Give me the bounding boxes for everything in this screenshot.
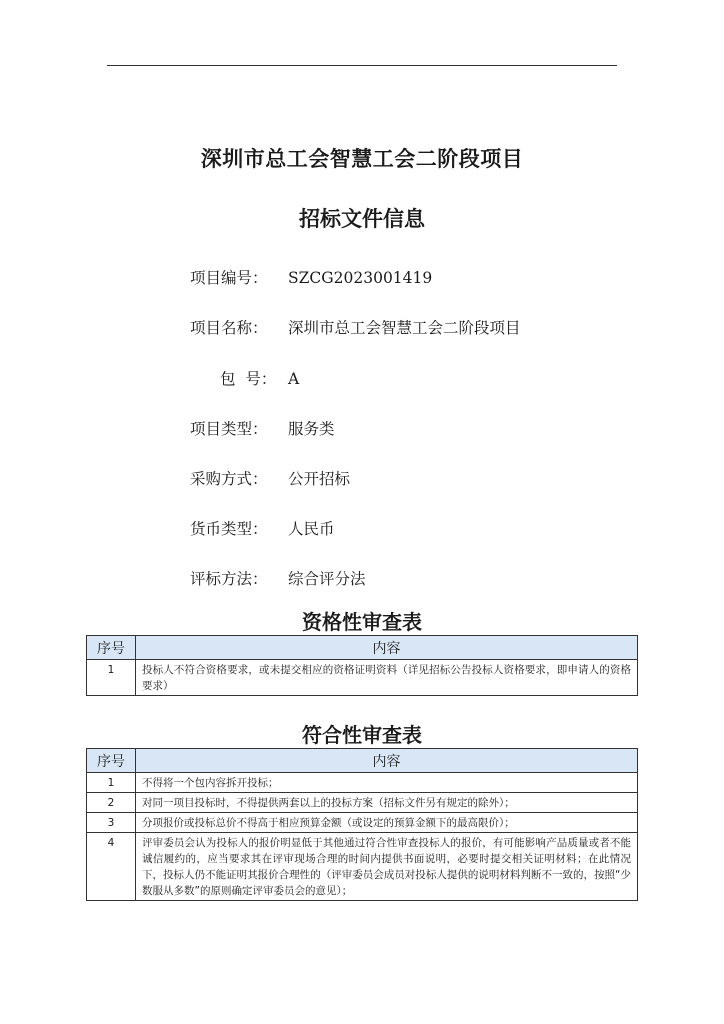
row-number: 3	[87, 813, 136, 833]
column-header-content: 内容	[136, 749, 638, 773]
table-header-row	[87, 636, 638, 660]
qualification-review-table	[86, 635, 638, 696]
table-row	[87, 813, 638, 833]
row-content: 评审委员会认为投标人的报价明显低于其他通过符合性审查投标人的报价，有可能影响产品质量或者不能诚信履约的，应当要求其在评审现场合理的时间内提供书面说明，必要时提交相关证明材料；在此情况下，投标人仍不能证明其报价合理性的（评审委员会成员对投标人提供的说明材料判断不一致的，按照“少数服从多数”的原则确定评审委员会的意见）；	[136, 833, 638, 901]
compliance-review-table	[86, 748, 638, 901]
info-label: 项目编号：	[190, 269, 268, 287]
row-content: 不得将一个包内容拆开投标；	[136, 773, 638, 793]
info-value: 综合评分法	[288, 570, 366, 588]
info-row-project-name	[190, 316, 521, 338]
info-row-project-number	[190, 266, 432, 288]
info-label: 项目名称：	[190, 319, 268, 337]
header-rule	[107, 65, 617, 66]
info-value: SZCG2023001419	[288, 269, 433, 287]
row-number: 1	[87, 660, 136, 696]
table-row	[87, 833, 638, 901]
info-row-procurement-method	[190, 467, 350, 489]
table-row	[87, 793, 638, 813]
info-label: 包 号：	[220, 370, 277, 388]
info-value: 深圳市总工会智慧工会二阶段项目	[288, 319, 521, 337]
info-value: 公开招标	[288, 470, 351, 488]
info-value: 服务类	[288, 420, 335, 438]
column-header-content: 内容	[136, 636, 638, 660]
document-title: 深圳市总工会智慧工会二阶段项目	[200, 147, 524, 171]
info-label: 评标方法：	[190, 570, 268, 588]
compliance-review-title: 符合性审查表	[302, 723, 422, 747]
column-header-number: 序号	[87, 636, 136, 660]
row-content: 分项报价或投标总价不得高于相应预算金额（或设定的预算金额下的最高限价）；	[136, 813, 638, 833]
row-number: 4	[87, 833, 136, 901]
document-subtitle: 招标文件信息	[299, 207, 425, 231]
row-number: 1	[87, 773, 136, 793]
info-label: 采购方式：	[190, 470, 268, 488]
info-label: 项目类型：	[190, 420, 268, 438]
info-value: 人民币	[288, 520, 335, 538]
info-value: A	[288, 370, 300, 388]
table-header-row	[87, 749, 638, 773]
table-row	[87, 773, 638, 793]
info-row-evaluation-method	[190, 567, 366, 589]
info-row-package-number	[190, 367, 299, 389]
qualification-review-title: 资格性审查表	[302, 610, 422, 634]
info-row-project-type	[190, 417, 335, 439]
row-number: 2	[87, 793, 136, 813]
column-header-number: 序号	[87, 749, 136, 773]
info-label: 货币类型：	[190, 520, 268, 538]
info-row-currency	[190, 517, 335, 539]
table-row	[87, 660, 638, 696]
row-content: 投标人不符合资格要求，或未提交相应的资格证明资料（详见招标公告投标人资格要求，即申请人的资格要求）	[136, 660, 638, 696]
row-content: 对同一项目投标时，不得提供两套以上的投标方案（招标文件另有规定的除外）；	[136, 793, 638, 813]
